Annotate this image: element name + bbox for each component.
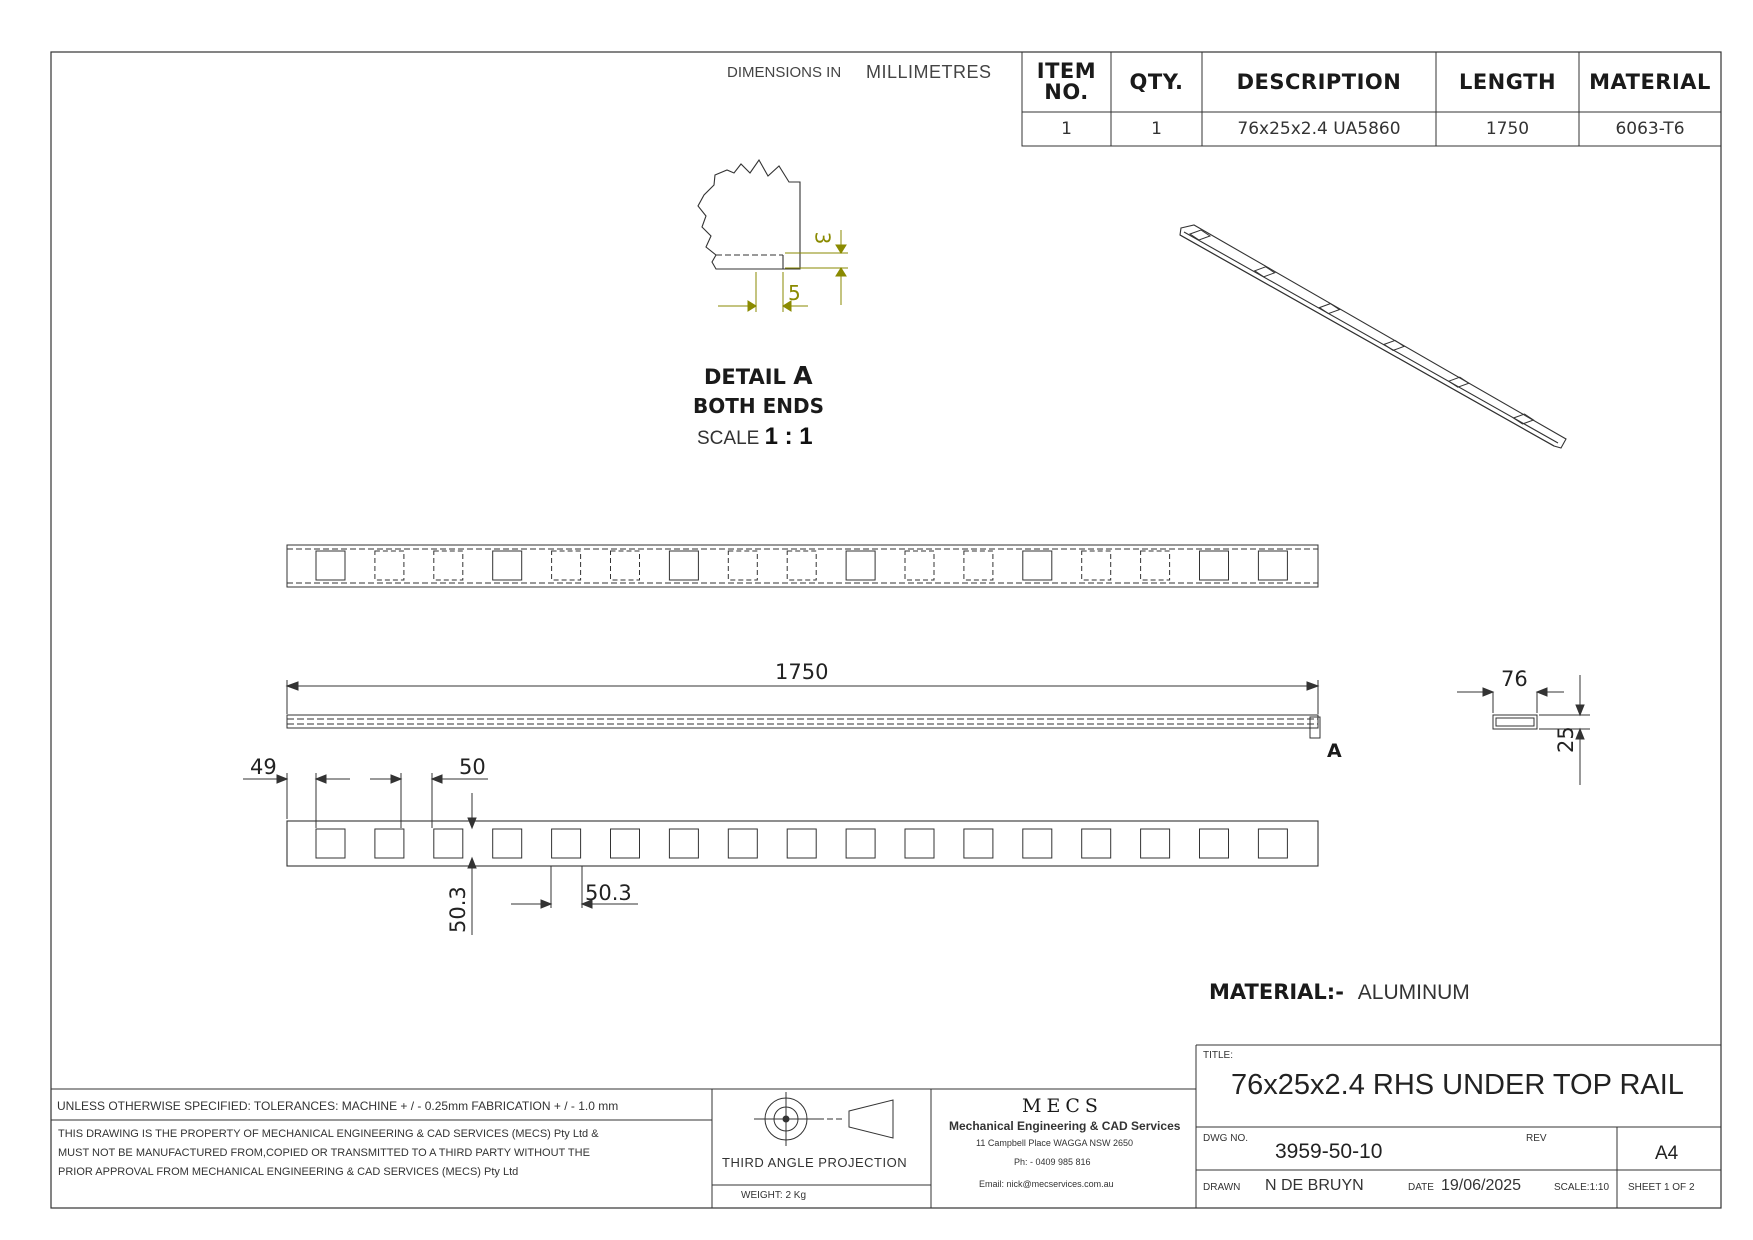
detail-letter: A bbox=[793, 361, 813, 390]
material-note-value: ALUMINUM bbox=[1357, 981, 1470, 1004]
company-name: Mechanical Engineering & CAD Services bbox=[949, 1119, 1181, 1133]
company-address: 11 Campbell Place WAGGA NSW 2650 bbox=[976, 1138, 1134, 1148]
detail-dim-vertical: 3 bbox=[810, 231, 835, 245]
top-view-slot bbox=[316, 551, 345, 580]
bom-row-length: 1750 bbox=[1485, 119, 1530, 139]
length-dim-text: 1750 bbox=[775, 660, 829, 684]
dwg-no-label: DWG NO. bbox=[1203, 1133, 1248, 1144]
top-view-slot bbox=[1200, 551, 1229, 580]
top-view-slot bbox=[728, 551, 757, 580]
title-label: TITLE: bbox=[1203, 1050, 1234, 1061]
material-note bbox=[1209, 980, 1470, 1005]
top-view-slot bbox=[846, 551, 875, 580]
dimensions-unit: MILLIMETRES bbox=[866, 62, 992, 82]
isometric-slot bbox=[1384, 340, 1404, 350]
end-width-dim: 76 bbox=[1501, 667, 1528, 691]
bom-row-qty: 1 bbox=[1151, 119, 1162, 139]
bottom-view-slot bbox=[1200, 829, 1229, 858]
bottom-view-slot bbox=[964, 829, 993, 858]
slot-width-dim: 50 bbox=[459, 755, 486, 779]
top-view bbox=[287, 545, 1318, 587]
sheet-size: A4 bbox=[1655, 1143, 1679, 1164]
bom-header-material: MATERIAL bbox=[1589, 69, 1711, 94]
slot-vertical-offset-dim: 50.3 bbox=[446, 886, 470, 933]
property-note-line2: MUST NOT BE MANUFACTURED FROM,COPIED OR TRANSMITTED TO A THIRD PARTY WITHOUT THE bbox=[58, 1147, 590, 1159]
bom-row-material: 6063-T6 bbox=[1615, 119, 1685, 139]
detail-title bbox=[704, 361, 813, 390]
property-note-line1: THIS DRAWING IS THE PROPERTY OF MECHANICAL ENGINEERING & CAD SERVICES (MECS) Pty Ltd & bbox=[58, 1128, 599, 1140]
isometric-slot bbox=[1190, 230, 1210, 240]
drawn-by: N DE BRUYN bbox=[1265, 1177, 1364, 1194]
top-view-slot bbox=[669, 551, 698, 580]
length-dimension bbox=[287, 680, 1318, 714]
material-note-label: MATERIAL:- bbox=[1209, 980, 1344, 1004]
drawing-date: 19/06/2025 bbox=[1441, 1177, 1522, 1194]
projection-label: THIRD ANGLE PROJECTION bbox=[722, 1155, 908, 1170]
rev-label: REV bbox=[1526, 1133, 1547, 1144]
bottom-view-slot bbox=[1082, 829, 1111, 858]
bottom-view-slot bbox=[316, 829, 345, 858]
bottom-view-slot bbox=[611, 829, 640, 858]
detail-scale-label: SCALE bbox=[697, 428, 760, 449]
side-view bbox=[287, 715, 1320, 738]
bom-header-qty: QTY. bbox=[1129, 69, 1184, 94]
bom-header-item bbox=[1022, 52, 1111, 112]
top-view-slot bbox=[1082, 551, 1111, 580]
bottom-view-slot bbox=[905, 829, 934, 858]
top-view-slot bbox=[1023, 551, 1052, 580]
property-note-line3: PRIOR APPROVAL FROM MECHANICAL ENGINEERING & CAD SERVICES (MECS) Pty Ltd bbox=[58, 1166, 519, 1178]
top-view-slot bbox=[1141, 551, 1170, 580]
bottom-view-slot bbox=[846, 829, 875, 858]
bottom-view-slot bbox=[375, 829, 404, 858]
edge-offset-dim: 49 bbox=[250, 755, 277, 779]
bottom-view-slot bbox=[1141, 829, 1170, 858]
bom-row-description: 76x25x2.4 UA5860 bbox=[1237, 119, 1401, 139]
detail-scale bbox=[697, 423, 813, 451]
bottom-view-slot bbox=[669, 829, 698, 858]
bottom-view-slot bbox=[1258, 829, 1287, 858]
isometric-slot bbox=[1319, 304, 1339, 314]
top-view-slot bbox=[434, 551, 463, 580]
sheet-number: SHEET 1 OF 2 bbox=[1628, 1182, 1695, 1193]
end-height-dim: 25 bbox=[1554, 726, 1578, 753]
top-view-slot bbox=[493, 551, 522, 580]
bottom-view-slot bbox=[1023, 829, 1052, 858]
bottom-view-slot bbox=[728, 829, 757, 858]
bottom-view-slot bbox=[552, 829, 581, 858]
detail-subtitle: BOTH ENDS bbox=[693, 394, 824, 418]
detail-scale-value: 1 : 1 bbox=[764, 423, 813, 450]
section-marker-a: A bbox=[1327, 740, 1342, 762]
top-view-slot bbox=[905, 551, 934, 580]
top-view-slot bbox=[787, 551, 816, 580]
end-view bbox=[1493, 715, 1537, 729]
top-view-slot bbox=[375, 551, 404, 580]
bottom-view-slot bbox=[493, 829, 522, 858]
sheet-border bbox=[51, 52, 1721, 1208]
drawing-title: 76x25x2.4 RHS UNDER TOP RAIL bbox=[1231, 1069, 1684, 1101]
dimensions-label: DIMENSIONS IN bbox=[727, 64, 842, 81]
company-email: Email: nick@mecservices.com.au bbox=[979, 1179, 1114, 1189]
date-label: DATE bbox=[1408, 1182, 1434, 1193]
bom-header-item-line1: ITEM bbox=[1036, 59, 1097, 83]
third-angle-projection-icon bbox=[754, 1092, 893, 1146]
detail-a-view bbox=[698, 160, 800, 269]
detail-label: DETAIL bbox=[704, 365, 786, 389]
slot-spacing-dim: 50.3 bbox=[585, 881, 632, 905]
company-phone: Ph: - 0409 985 816 bbox=[1014, 1157, 1091, 1167]
bottom-view-dimensions bbox=[243, 773, 638, 935]
top-view-slot bbox=[611, 551, 640, 580]
bom-header-item-line2: NO. bbox=[1044, 80, 1089, 104]
company-logo: MECS bbox=[1022, 1095, 1103, 1117]
weight-label: WEIGHT: 2 Kg bbox=[741, 1190, 807, 1201]
bom-row-item: 1 bbox=[1061, 119, 1072, 139]
isometric-slot bbox=[1449, 377, 1469, 387]
bom-header-length: LENGTH bbox=[1458, 69, 1557, 94]
top-view-slot bbox=[552, 551, 581, 580]
bottom-view-slot bbox=[787, 829, 816, 858]
top-view-slot bbox=[1258, 551, 1287, 580]
dwg-number: 3959-50-10 bbox=[1275, 1140, 1383, 1163]
tolerances-note: UNLESS OTHERWISE SPECIFIED: TOLERANCES: MACHINE + / - 0.25mm FABRICATION + / - 1.0 mm bbox=[57, 1099, 619, 1113]
top-view-slot bbox=[964, 551, 993, 580]
drawing-scale: SCALE:1:10 bbox=[1554, 1182, 1610, 1193]
isometric-slot bbox=[1255, 267, 1275, 277]
bottom-view-slot bbox=[434, 829, 463, 858]
detail-dim-horizontal: 5 bbox=[788, 281, 801, 305]
drawn-label: DRAWN bbox=[1203, 1182, 1241, 1193]
bom-header-description: DESCRIPTION bbox=[1236, 69, 1402, 94]
isometric-view bbox=[1180, 225, 1566, 448]
bottom-view bbox=[287, 821, 1318, 866]
